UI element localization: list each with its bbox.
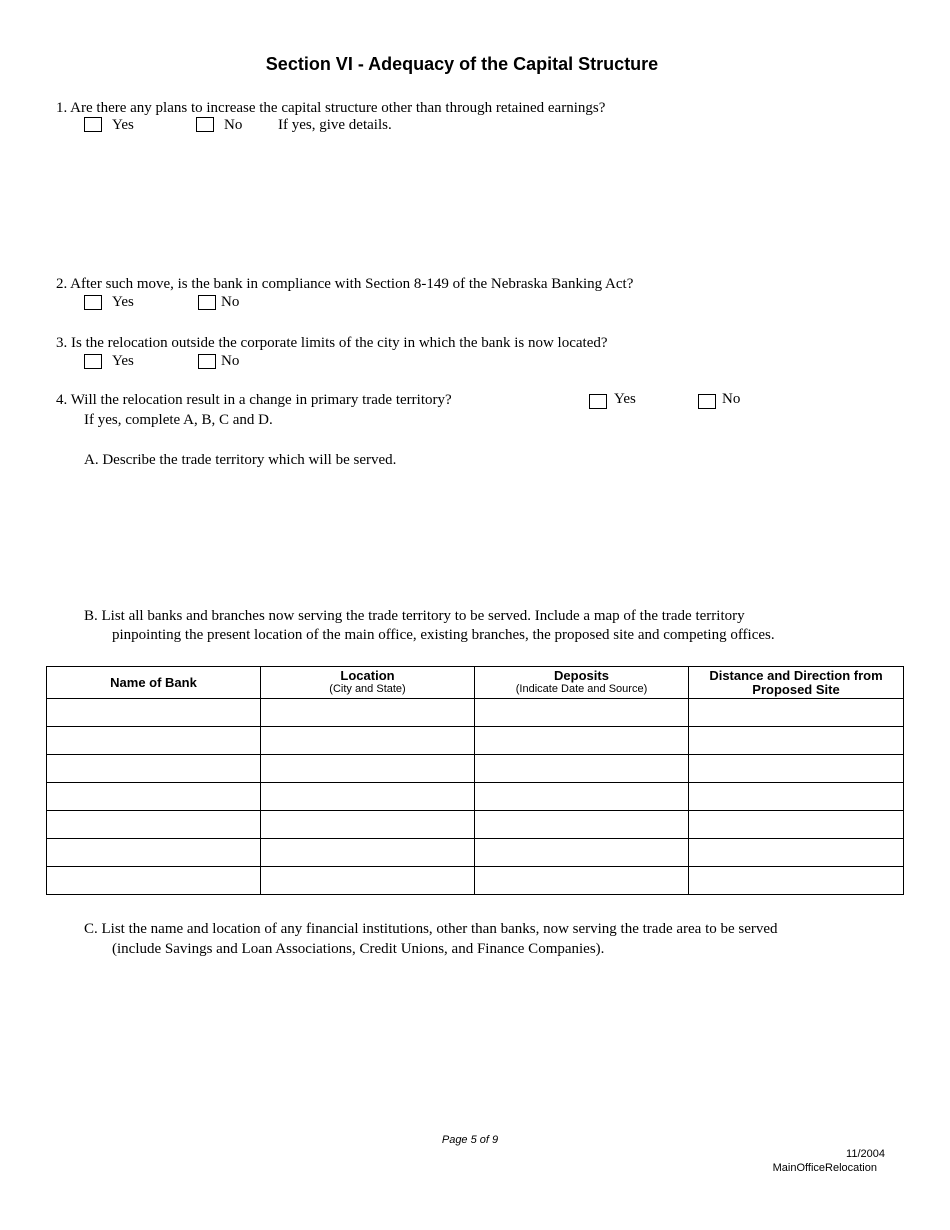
header-deposits-sub: (Indicate Date and Source) bbox=[515, 683, 648, 695]
q3-yes-label: Yes bbox=[112, 353, 134, 369]
location-cell[interactable] bbox=[261, 811, 475, 839]
location-cell[interactable] bbox=[261, 839, 475, 867]
header-deposits bbox=[475, 667, 689, 699]
q4-part-b-line2: pinpointing the present location of the main office, existing branches, the proposed site and competing offices. bbox=[112, 627, 775, 643]
bank-name-cell[interactable] bbox=[47, 783, 261, 811]
q1-no-checkbox[interactable] bbox=[196, 117, 214, 132]
location-cell[interactable] bbox=[261, 755, 475, 783]
q4-part-c-line1: C. List the name and location of any financial institutions, other than banks, now serving the trade area to be served bbox=[84, 921, 778, 937]
deposits-cell[interactable] bbox=[475, 727, 689, 755]
deposits-cell[interactable] bbox=[475, 839, 689, 867]
header-location bbox=[261, 667, 475, 699]
bank-name-cell[interactable] bbox=[47, 727, 261, 755]
header-location-sub: (City and State) bbox=[329, 683, 406, 695]
distance-cell[interactable] bbox=[689, 755, 904, 783]
form-name: MainOfficeRelocation bbox=[772, 1162, 877, 1174]
location-cell[interactable] bbox=[261, 699, 475, 727]
banks-table bbox=[46, 666, 904, 895]
question-3-text: 3. Is the relocation outside the corporate limits of the city in which the bank is now located? bbox=[56, 335, 608, 351]
bank-name-cell[interactable] bbox=[47, 839, 261, 867]
section-title: Section VI - Adequacy of the Capital Structure bbox=[265, 54, 659, 74]
q4-part-a: A. Describe the trade territory which will be served. bbox=[84, 452, 397, 468]
table-row bbox=[47, 727, 904, 755]
question-1-text: 1. Are there any plans to increase the capital structure other than through retained earnings? bbox=[56, 100, 606, 116]
location-cell[interactable] bbox=[261, 727, 475, 755]
table-row bbox=[47, 783, 904, 811]
bank-name-cell[interactable] bbox=[47, 867, 261, 895]
q1-yes-label: Yes bbox=[112, 117, 134, 133]
q2-no-checkbox[interactable] bbox=[198, 295, 216, 310]
q4-no-label: No bbox=[722, 391, 741, 407]
q3-yes-checkbox[interactable] bbox=[84, 354, 102, 369]
q4-yes-label: Yes bbox=[614, 391, 636, 407]
header-distance-direction bbox=[689, 667, 904, 699]
banks-table-header bbox=[47, 667, 904, 699]
q1-yes-checkbox[interactable] bbox=[84, 117, 102, 132]
q4-yes-checkbox[interactable] bbox=[589, 394, 607, 409]
q4-part-b-line1: B. List all banks and branches now serving the trade territory to be served. Include a map of the trade territory bbox=[84, 608, 745, 624]
question-2-text: 2. After such move, is the bank in compliance with Section 8-149 of the Nebraska Banking Act? bbox=[56, 276, 634, 292]
table-row bbox=[47, 839, 904, 867]
header-deposits-label: Deposits bbox=[554, 668, 609, 683]
q4-part-c-line2: (include Savings and Loan Associations, Credit Unions, and Finance Companies). bbox=[112, 941, 605, 957]
deposits-cell[interactable] bbox=[475, 867, 689, 895]
header-location-label: Location bbox=[340, 668, 395, 683]
distance-cell[interactable] bbox=[689, 783, 904, 811]
table-row bbox=[47, 699, 904, 727]
distance-cell[interactable] bbox=[689, 839, 904, 867]
bank-name-cell[interactable] bbox=[47, 699, 261, 727]
table-row bbox=[47, 867, 904, 895]
bank-name-cell[interactable] bbox=[47, 755, 261, 783]
header-name-of-bank bbox=[47, 667, 261, 699]
bank-name-cell[interactable] bbox=[47, 811, 261, 839]
table-row bbox=[47, 811, 904, 839]
header-name-of-bank-label: Name of Bank bbox=[110, 674, 197, 690]
deposits-cell[interactable] bbox=[475, 699, 689, 727]
q4-no-checkbox[interactable] bbox=[698, 394, 716, 409]
deposits-cell[interactable] bbox=[475, 783, 689, 811]
distance-cell[interactable] bbox=[689, 727, 904, 755]
q1-no-label: No bbox=[224, 117, 243, 133]
q1-details-prompt: If yes, give details. bbox=[278, 117, 392, 133]
table-row bbox=[47, 755, 904, 783]
q2-yes-checkbox[interactable] bbox=[84, 295, 102, 310]
deposits-cell[interactable] bbox=[475, 811, 689, 839]
location-cell[interactable] bbox=[261, 783, 475, 811]
deposits-cell[interactable] bbox=[475, 755, 689, 783]
header-distance-direction-label: Distance and Direction from Proposed Site bbox=[709, 667, 883, 697]
q4-instruction: If yes, complete A, B, C and D. bbox=[84, 412, 273, 428]
distance-cell[interactable] bbox=[689, 811, 904, 839]
distance-cell[interactable] bbox=[689, 699, 904, 727]
question-4-text: 4. Will the relocation result in a change in primary trade territory? bbox=[56, 392, 452, 408]
q2-no-label: No bbox=[221, 294, 240, 310]
q2-yes-label: Yes bbox=[112, 294, 134, 310]
distance-cell[interactable] bbox=[689, 867, 904, 895]
form-date: 11/2004 bbox=[846, 1148, 885, 1160]
q3-no-checkbox[interactable] bbox=[198, 354, 216, 369]
q3-no-label: No bbox=[221, 353, 240, 369]
page-number: Page 5 of 9 bbox=[441, 1134, 499, 1146]
location-cell[interactable] bbox=[261, 867, 475, 895]
